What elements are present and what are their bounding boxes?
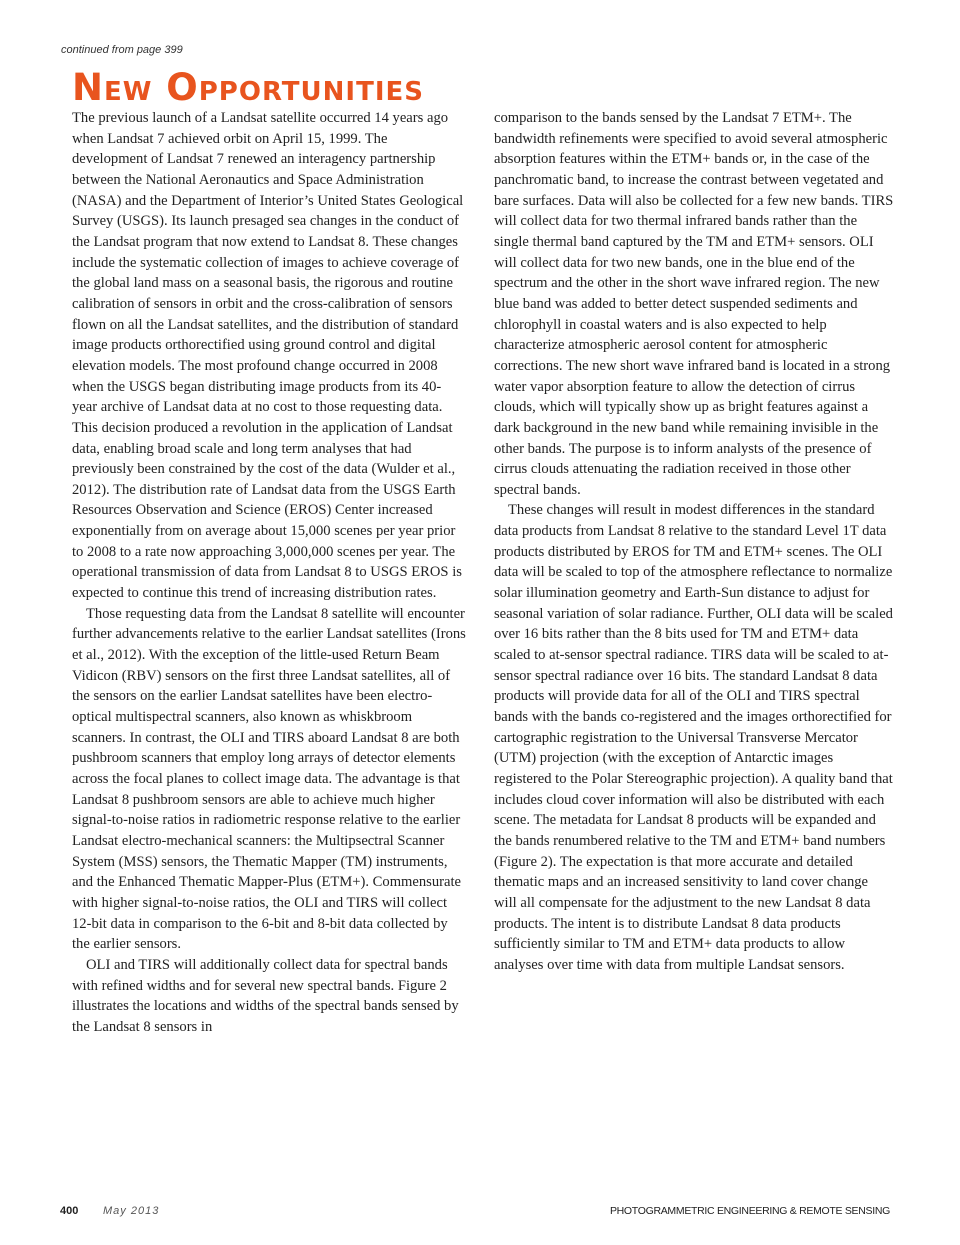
paragraph: OLI and TIRS will additionally collect data for spectral bands with refined widths and for several new spectral bands. Figure 2 illustrates the locations and widths of the spectral bands sensed by the Landsat 8 sensors in xyxy=(72,956,459,1035)
paragraph: Those requesting data from the Landsat 8 satellite will encounter further advancements relative to the earlier Landsat satellites (Irons et al., 2012). With the exception of the little-used Return Beam Vidicon (RBV) sensors on the first three Landsat satellites, all of the sensors on the earlier Landsat satellites have been electro-optical multispectral scanners, also known as whiskbroom scanners. In contrast, the OLI and TIRS aboard Landsat 8 are both pushbroom scanners that employ long arrays of detector elements across the focal planes to collect image data. The advantage is that Landsat 8 pushbroom sensors are able to achieve much higher signal-to-noise ratios in radiometric response relative to the earlier Landsat electro-mechanical scanners: the Multipsectral Scanner System (MSS) sensors, the Thematic Mapper (TM) instruments, and the Enhanced Thematic Mapper-Plus (ETM+). Commensurate with higher signal-to-noise ratios, the OLI and TIRS will collect 12-bit data in comparison to the 6-bit and 8-bit data collected by the earlier sensors. xyxy=(72,605,466,953)
page-number: 400 xyxy=(60,1205,79,1217)
issue-date: May 2013 xyxy=(103,1205,160,1217)
section-title: New Opportunities xyxy=(72,66,424,109)
left-column xyxy=(72,108,466,1038)
right-column xyxy=(494,108,894,976)
paragraph: These changes will result in modest differences in the standard data products from Landsat 8 relative to the standard Level 1T data products distributed by EROS for TM and ETM+ scenes. The OLI data will be scaled to top of the atmosphere reflectance to normalize solar illumination geometry and Earth-Sun distance to adjust for seasonal variation of solar radiance. Further, OLI data will be scaled over 16 bits rather than the 8 bits used for TM and ETM+ data scaled to at-sensor spectral radiance. TIRS data will be scaled to at-sensor spectral radiance over 16 bits. The standard Landsat 8 data products will provide data for all of the OLI and TIRS spectral bands with the bands co-registered and the images orthorectified for cartographic registration to the Universal Transverse Mercator (UTM) projection (with the exception of Antarctic images registered to the Polar Stereographic projection). A quality band that includes cloud cover information will also be distributed with each scene. The metadata for Landsat 8 products will be expanded and the bands renumbered relative to the TM and ETM+ band numbers (Figure 2). The expectation is that more accurate and detailed thematic maps and an increased sensitivity to land cover change will all compensate for the adjustment to the new Landsat 8 data products. The intent is to distribute Landsat 8 data products sufficiently similar to TM and ETM+ data products to allow analyses over time with data from multiple Landsat sensors. xyxy=(494,502,893,973)
journal-name: PHOTOGRAMMETRIC ENGINEERING & REMOTE SENSING xyxy=(609,1205,890,1217)
paragraph: comparison to the bands sensed by the Landsat 7 ETM+. The bandwidth refinements were specified to avoid several atmospheric absorption features within the ETM+ bands or, in the case of the panchromatic band, to increase the contrast between vegetated and bare surfaces. Data will also be collected for a few new bands. TIRS will collect data for two thermal infrared bands rather than the single thermal band captured by the TM and ETM+ sensors. OLI will collect data for two new bands, one in the blue end of the spectrum and the other in the short wave infrared region. The new blue band was added to better detect suspended sediments and chlorophyll in coastal waters and is also expected to help characterize atmospheric aerosol content for atmospheric corrections. The new short wave infrared band is located in a strong water vapor absorption feature to allow the detection of cirrus clouds, which will typically show up as bright features against a dark background in the new band while remaining invisible in the other bands. The purpose is to inform analysts of the presence of cirrus clouds attenuating the radiation received in those other spectral bands. xyxy=(494,110,894,498)
continued-note: continued from page 399 xyxy=(61,44,183,56)
paragraph: The previous launch of a Landsat satellite occurred 14 years ago when Landsat 7 achieved orbit on April 15, 1999. The development of Landsat 7 renewed an interagency partnership between the National Aeronautics and Space Administration (NASA) and the Department of Interior’s United States Geological Survey (USGS). Its launch presaged sea changes in the conduct of the Landsat program that now extend to Landsat 8. These changes include the systematic collection of images to achieve coverage of the global land mass on a seasonal basis, the rigorous and routine calibration of sensors in orbit and the cross-calibration of sensors flown on all the Landsat satellites, and the distribution of standard image products orthorectified using ground control and digital elevation models. The most profound change occurred in 2008 when the USGS began distributing image products from its 40-year archive of Landsat data at no cost to those requesting data. This decision produced a revolution in the application of Landsat data, enabling broad scale and long term analyses that had previously been constrained by the cost of the data (Wulder et al., 2012). The distribution rate of Landsat data from the USGS Earth Resources Observation and Science (EROS) Center increased exponentially from on average about 15,000 scenes per year prior to 2008 to a rate now approaching 3,000,000 scenes per year. The operational transmission of data from Landsat 8 to USGS EROS is expected to continue this trend of increasing distribution rates. xyxy=(72,110,464,602)
